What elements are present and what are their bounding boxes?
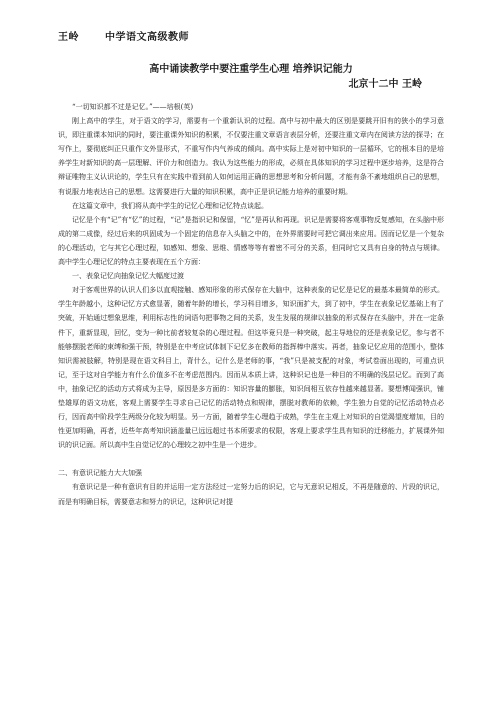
section-heading: 二、有意识记能力大大加强 <box>58 469 142 478</box>
article-body <box>58 100 444 509</box>
paragraph: 在这篇文章中，我们将从高中学生的记忆心理和记忆特点谈起。 <box>72 201 268 210</box>
article-byline: 北京十二中 王岭 <box>348 79 422 90</box>
paragraph: 有意识记是一种有意识有目的并运用一定方法经过一定努力后的识记，它与无意识记相反，不再是随意的、片段的识记，而是有明确目标，需要意志和努力的识记，这种识记对提 <box>58 483 444 506</box>
paragraph: 刚上高中的学生，对于语文的学习，需要有一个重新认识的过程。高中与初中最大的区别是要跳开旧有的狭小的学习意识，即注重课本知识的同时，要注重课外知识的积累，不仅要注重文章语言表层分析，还要注重文章内在阅读方法的探寻；在写作上，要彻底纠正只重作文外显形式，不重写作内气养成的倾向。高中实际上是对初中知识的一层循环，它的根本目的是培养学生对新知识的高一层理解、评价力和创造力。我认为这些能力的形成，必须在具体知识的学习过程中逐步培养，这是符合辩证唯物主义认识论的，学生只有在实践中看到前人如何运用正确的思想思考和分析问题，才能有条不紊地组织自己的思想，有说服力地表达自己的思想。这需要进行大量的知识积累，高中正是识记能力培养的重要时期。 <box>58 117 444 196</box>
header-author: 王岭 <box>58 32 79 43</box>
header-source: 中学语文高级教师 <box>104 32 189 43</box>
paragraph: 对于客观世界的认识人们多以直观接触、感知形象的形式保存在大脑中，这种表象的记忆是记忆的最基本最简单的形式。学生年龄越小，这种记忆方式愈显著，随着年龄的增长，学习科目增多，知识面扩大，到了初中，学生在表象记忆基础上有了突破，开始通过想象思维，利用标志性的词语句把事物之间的关系，发生发展的规律以抽象的形式保存在头脑中，并在一定条件下，重新显现，回忆，变为一种比前者较复杂的心理过程。但这毕竟只是一种突破，起主导地位的还是表象记忆，参与者不能够摆脱老师的束缚和强干预，特别是在中考应试体制下记忆多在教师的指挥棒中落实。再者，抽象记忆应用的范围小，整体知识需被肢解，特别是现在语文科目上，背什么，记什么是老师的事，“我”只是被支配的对象，考试卷面出现的，可重点识记，至于这对自学能力有什么价值多不在考虑范围内。因而从本质上讲，这种识记也是一种目的不明确的浅层记忆。而到了高中，抽象记忆的活动方式将成为主导，原因是多方面的：知识容量的膨胀，知识间相互依存性越来越显著。要想博闻强识，铺垫雄厚的语文功底，客观上需要学生寻求自己记忆的活动特点和规律，摆脱对教师的依赖，学生独力自觉的记忆活动特点必行，因而高中阶段学生两级分化较为明显。另一方面，随着学生心理趋于成熟，学生在主观上对知识的自觉渴望度增加，目的性更加明确，再者，近些年高考知识涵盖量已远远超过书本所要求的权限，客观上要求学生具有知识的迁移能力，扩展课外知识的识记面。所以高中生自觉记忆的心理较之初中生是一个进步。 <box>58 286 444 450</box>
paragraph-spacer <box>58 452 444 466</box>
article-title: 高中诵读教学中要注重学生心理 培养识记能力 <box>149 64 353 75</box>
section-heading: 一、表象记忆向抽象记忆大幅度过渡 <box>72 272 184 281</box>
epigraph: “一切知识都不过是记忆。”——培根(英) <box>72 103 194 111</box>
page-header <box>58 28 189 43</box>
paragraph: 记忆是个有“记”有“忆”的过程，“记”是指识记和保留，“忆”是再认和再现。识记是需要将客观事物反复感知，在头脑中形成的第二成像，经过后来的巩固成为一个固定的信息存入头脑之中的，在外界需要时可把它调出来应用。因而记忆是一个复杂的心理活动，它与其它心理过程，如感知、想象、思维、情感等等有着密不可分的关系，但同时它又具有自身的特点与规律。高中学生心理记忆的特点主要表现在五个方面： <box>58 215 444 267</box>
